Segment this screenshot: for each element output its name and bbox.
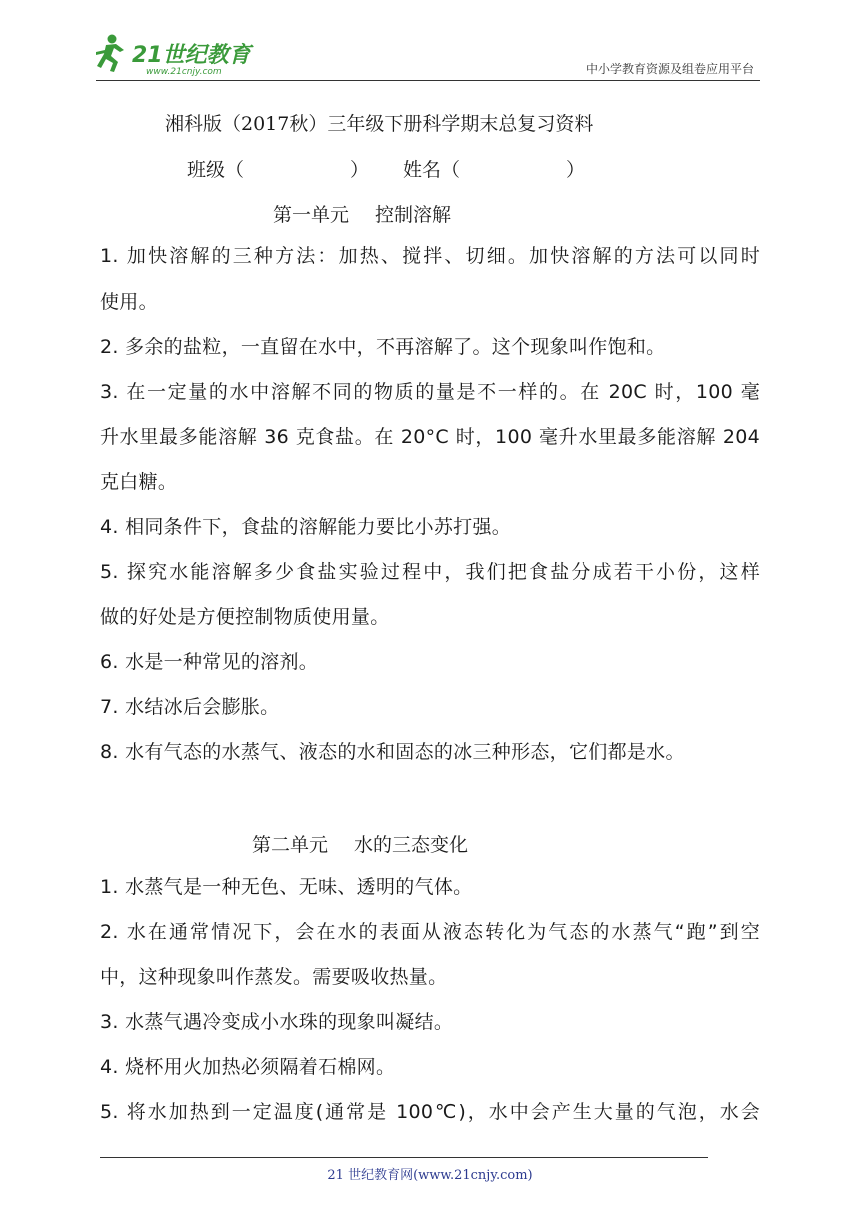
unit2-heading-number: 第二单元	[252, 834, 329, 856]
unit1-line: 2. 多余的盐粒，一直留在水中，不再溶解了。这个现象叫作饱和。	[100, 336, 666, 358]
unit1-line: 4. 相同条件下，食盐的溶解能力要比小苏打强。	[100, 516, 512, 538]
site-logo	[96, 32, 266, 78]
unit2-line: 1. 水蒸气是一种无色、无味、透明的气体。	[100, 876, 473, 898]
class-label: 班级（	[187, 159, 245, 181]
page-header	[96, 30, 760, 80]
unit2-line: 4. 烧杯用火加热必须隔着石棉网。	[100, 1056, 396, 1078]
class-close: ）	[350, 159, 370, 181]
footer-divider	[100, 1157, 708, 1158]
unit1-line: 5. 探究水能溶解多少食盐实验过程中，我们把食盐分成若干小份，这样	[100, 561, 760, 583]
unit1-line: 8. 水有气态的水蒸气、液态的水和固态的冰三种形态，它们都是水。	[100, 741, 685, 763]
header-platform-text: 中小学教育资源及组卷应用平台	[585, 62, 754, 76]
footer-text: 21 世纪教育网(www.21cnjy.com)	[327, 1168, 533, 1183]
unit2-heading	[252, 830, 468, 857]
header-divider	[96, 80, 760, 81]
unit1-line: 升水里最多能溶解 36 克食盐。在 20°C 时，100 毫升水里最多能溶解 204	[100, 426, 760, 448]
document-title: 湘科版（2017秋）三年级下册科学期末总复习资料	[165, 113, 594, 135]
unit2-line: 中，这种现象叫作蒸发。需要吸收热量。	[100, 966, 448, 988]
unit1-heading	[273, 200, 451, 227]
unit2-line: 2. 水在通常情况下，会在水的表面从液态转化为气态的水蒸气“跑”到空	[100, 921, 760, 943]
unit1-line: 7. 水结冰后会膨胀。	[100, 696, 280, 718]
unit1-line: 使用。	[100, 291, 158, 313]
unit2-line: 5. 将水加热到一定温度(通常是 100℃)，水中会产生大量的气泡，水会	[100, 1101, 760, 1123]
unit2-heading-topic: 水的三态变化	[354, 834, 469, 856]
unit1-heading-topic: 控制溶解	[375, 204, 452, 226]
unit1-line: 3. 在一定量的水中溶解不同的物质的量是不一样的。在 20C 时，100 毫	[100, 381, 760, 403]
unit1-heading-number: 第一单元	[273, 204, 350, 226]
logo-text: 21世纪教育	[132, 43, 251, 68]
logo-url: www.21cnjy.com	[146, 67, 222, 77]
unit1-line: 1. 加快溶解的三种方法：加热、搅拌、切细。加快溶解的方法可以同时	[100, 245, 760, 267]
unit2-line: 3. 水蒸气遇冷变成小水珠的现象叫凝结。	[100, 1011, 454, 1033]
unit1-line: 做的好处是方便控制物质使用量。	[100, 606, 390, 628]
unit1-line: 6. 水是一种常见的溶剂。	[100, 651, 319, 673]
name-label: 姓名（	[403, 159, 461, 181]
unit1-line: 克白糖。	[100, 471, 178, 493]
name-close: ）	[566, 159, 586, 181]
